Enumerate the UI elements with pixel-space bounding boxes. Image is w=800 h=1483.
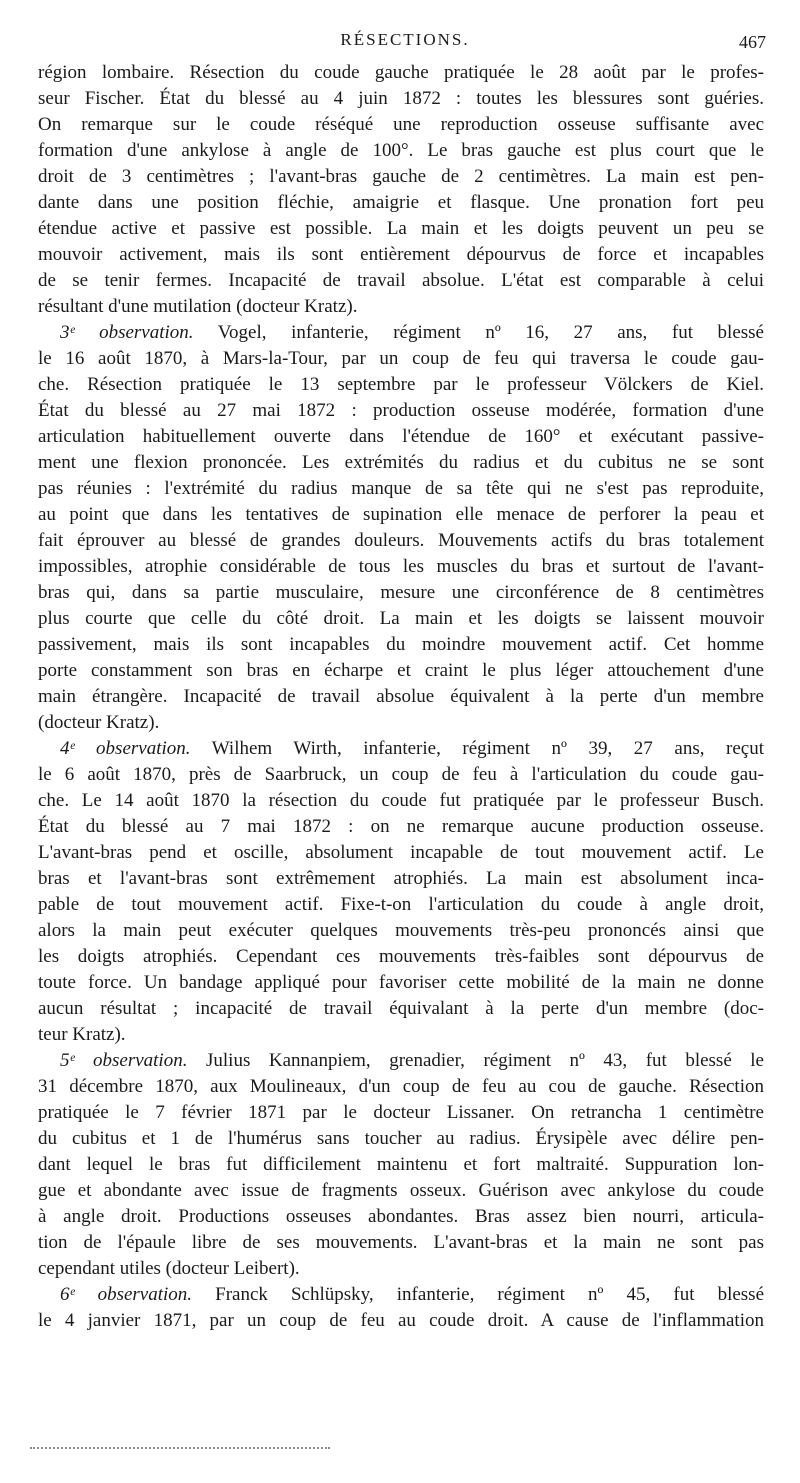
text-line [38,138,764,164]
text-line [38,450,764,476]
page-header [40,30,770,60]
line-text: Vogel, infanterie, régiment nº 16, 27 ans, fut blessé [193,322,764,343]
line-text: main étrangère. Incapacité de travail absolue équivalent à la perte d'un membre [38,686,764,707]
line-text: cependant utiles (docteur Leibert). [38,1258,300,1279]
line-text: bras et l'avant-bras sont extrêmement atrophiés. La main est absolument inca- [38,868,764,889]
line-text: au point que dans les tentatives de supination elle menace de perforer la peau et [38,504,764,525]
text-line [38,788,764,814]
text-line [38,710,764,736]
text-line [38,866,764,892]
line-text: le 4 janvier 1871, par un coup de feu au coude droit. A cause de l'inflammation [38,1310,764,1331]
text-line [38,86,764,112]
line-text: che. Le 14 août 1870 la résection du coude fut pratiquée par le professeur Busch. [38,790,764,811]
observation-label: 4ᵉ observation. [60,738,191,759]
line-text: 31 décembre 1870, aux Moulineaux, d'un coup de feu au cou de gauche. Résection [38,1076,764,1097]
text-line [38,294,764,320]
text-line [38,1100,764,1126]
line-text: Franck Schlüpsky, infanterie, régiment nº 45, fut blessé [192,1284,764,1305]
running-title: RÉSECTIONS. [340,30,470,49]
text-line [38,554,764,580]
text-line [38,398,764,424]
text-line [38,242,764,268]
line-text: étendue active et passive est possible. La main et les doigts peuvent un peu se [38,218,764,239]
page-number: 467 [739,32,766,52]
text-body [38,60,764,1334]
line-text: le 16 août 1870, à Mars-la-Tour, par un coup de feu qui traversa le coude gau- [38,348,764,369]
observation-heading-line [38,320,764,346]
text-line [38,112,764,138]
line-text: gue et abondante avec issue de fragments osseux. Guérison avec ankylose du coude [38,1180,764,1201]
text-line [38,632,764,658]
observation-heading-line [38,736,764,762]
line-text: pas réunies : l'extrémité du radius manque de sa tête qui ne s'est pas reproduite, [38,478,764,499]
line-text: État du blessé au 7 mai 1872 : on ne remarque aucune production osseuse. [38,816,764,837]
line-text: tion de l'épaule libre de ses mouvements. L'avant-bras et la main ne sont pas [38,1232,764,1253]
line-text: ment une flexion prononcée. Les extrémités du radius et du cubitus ne se sont [38,452,764,473]
footer-dotted-rule [30,1447,330,1449]
text-line [38,164,764,190]
text-line [38,1074,764,1100]
line-text: formation d'une ankylose à angle de 100°. Le bras gauche est plus court que le [38,140,764,161]
line-text: seur Fischer. État du blessé au 4 juin 1872 : toutes les blessures sont guéries. [38,88,764,109]
text-line [38,684,764,710]
text-line [38,1178,764,1204]
observation-heading-line [38,1282,764,1308]
line-text: à angle droit. Productions osseuses abondantes. Bras assez bien nourri, articula- [38,1206,764,1227]
text-line [38,892,764,918]
line-text: de se tenir fermes. Incapacité de travail absolue. L'état est comparable à celui [38,270,764,291]
text-line [38,918,764,944]
text-line [38,1308,764,1334]
text-line [38,528,764,554]
line-text: pratiquée le 7 février 1871 par le docteur Lissaner. On retrancha 1 centimètre [38,1102,764,1123]
text-line [38,840,764,866]
line-text: région lombaire. Résection du coude gauche pratiquée le 28 août par le profes- [38,62,764,83]
text-line [38,424,764,450]
line-text: teur Kratz). [38,1024,126,1045]
line-text: toute force. Un bandage appliqué pour favoriser cette mobilité de la main ne donne [38,972,764,993]
line-text: porte constamment son bras en écharpe et craint le plus léger attouchement d'une [38,660,764,681]
text-line [38,814,764,840]
text-line [38,346,764,372]
text-line [38,216,764,242]
text-line [38,190,764,216]
text-line [38,476,764,502]
text-line [38,658,764,684]
line-text: mouvoir activement, mais ils sont entièrement dépourvus de force et incapables [38,244,764,265]
observation-heading-line [38,1048,764,1074]
text-line [38,1256,764,1282]
line-text: dante dans une position fléchie, amaigrie et flasque. Une pronation fort peu [38,192,764,213]
text-line [38,944,764,970]
text-line [38,996,764,1022]
text-line [38,1022,764,1048]
line-text: On remarque sur le coude réséqué une reproduction osseuse suffisante avec [38,114,764,135]
line-text: droit de 3 centimètres ; l'avant-bras gauche de 2 centimètres. La main est pen- [38,166,764,187]
observation-label: 5ᵉ observation. [60,1050,188,1071]
line-text: État du blessé au 27 mai 1872 : production osseuse modérée, formation d'une [38,400,764,421]
text-line [38,60,764,86]
line-text: bras qui, dans sa partie musculaire, mesure une circonférence de 8 centimètres [38,582,764,603]
line-text: pable de tout mouvement actif. Fixe-t-on l'articulation du coude à angle droit, [38,894,764,915]
text-line [38,970,764,996]
line-text: impossibles, atrophie considérable de tous les muscles du bras et surtout de l'avant- [38,556,764,577]
text-line [38,580,764,606]
line-text: L'avant-bras pend et oscille, absolument incapable de tout mouvement actif. Le [38,842,764,863]
text-line [38,268,764,294]
text-line [38,1204,764,1230]
observation-label: 3ᵉ observation. [60,322,194,343]
line-text: dant lequel le bras fut difficilement maintenu et fort maltraité. Suppuration lon- [38,1154,764,1175]
line-text: les doigts atrophiés. Cependant ces mouvements très-faibles sont dépourvus de [38,946,764,967]
line-text: résultant d'une mutilation (docteur Kratz). [38,296,358,317]
text-line [38,762,764,788]
text-line [38,1230,764,1256]
line-text: fait éprouver au blessé de grandes douleurs. Mouvements actifs du bras totalement [38,530,764,551]
text-line [38,502,764,528]
text-line [38,1152,764,1178]
line-text: le 6 août 1870, près de Saarbruck, un coup de feu à l'articulation du coude gau- [38,764,764,785]
text-line [38,1126,764,1152]
line-text: du cubitus et 1 de l'humérus sans toucher au radius. Érysipèle avec délire pen- [38,1128,764,1149]
line-text: passivement, mais ils sont incapables du moindre mouvement actif. Cet homme [38,634,764,655]
line-text: Julius Kannanpiem, grenadier, régiment nº 43, fut blessé le [187,1050,764,1071]
line-text: alors la main peut exécuter quelques mouvements très-peu prononcés ainsi que [38,920,764,941]
text-line [38,372,764,398]
line-text: Wilhem Wirth, infanterie, régiment nº 39, 27 ans, reçut [190,738,765,759]
line-text: articulation habituellement ouverte dans l'étendue de 160° et exécutant passive- [38,426,764,447]
line-text: plus courte que celle du côté droit. La main et les doigts se laissent mouvoir [38,608,764,629]
line-text: aucun résultat ; incapacité de travail équivalant à la perte d'un membre (doc- [38,998,764,1019]
line-text: (docteur Kratz). [38,712,160,733]
text-line [38,606,764,632]
line-text: che. Résection pratiquée le 13 septembre par le professeur Völckers de Kiel. [38,374,764,395]
observation-label: 6ᵉ observation. [60,1284,193,1305]
